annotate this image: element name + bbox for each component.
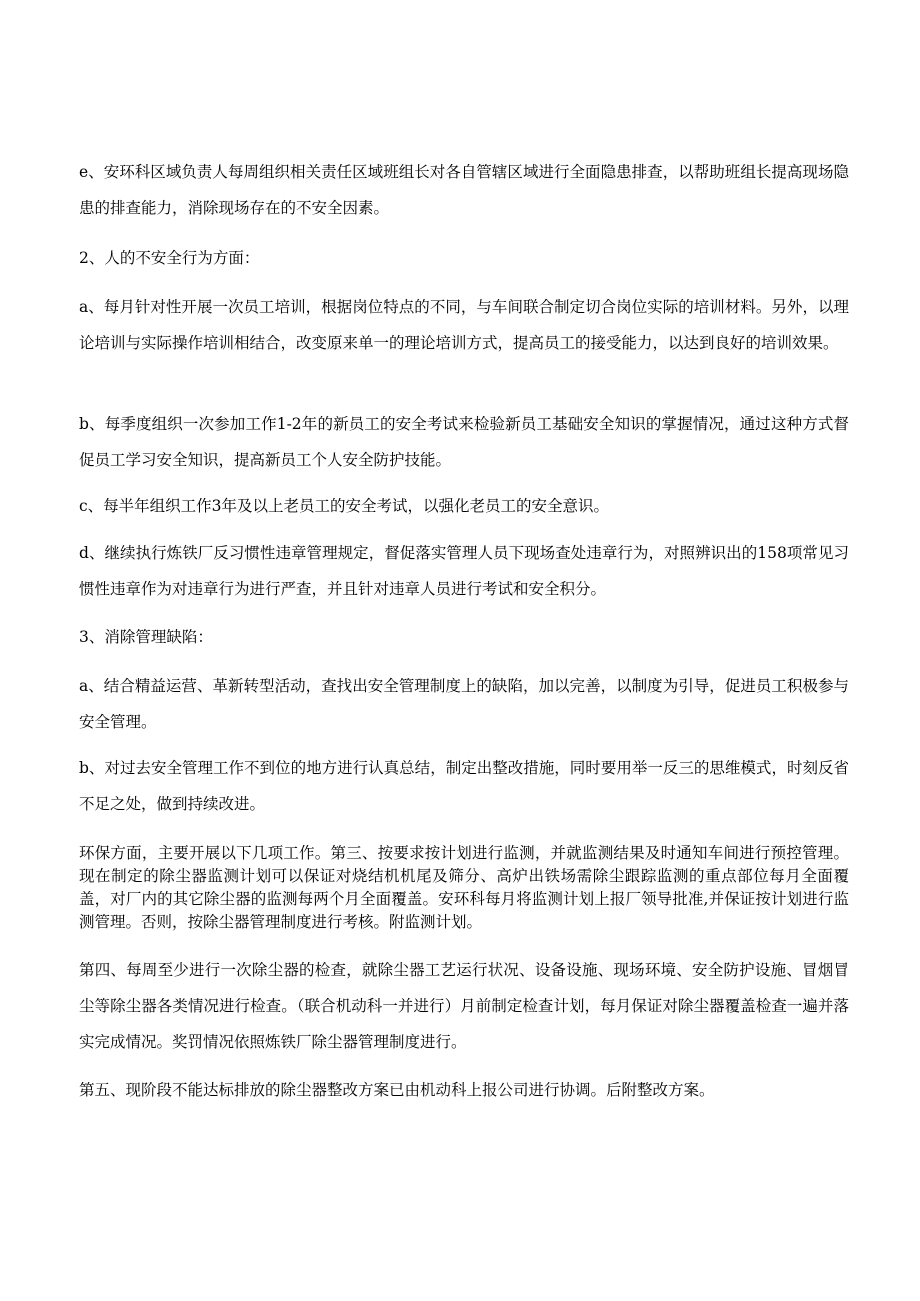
paragraph-item-e: e、安环科区域负责人每周组织相关责任区域班组长对各自管辖区域进行全面隐患排查，以帮助班组长提高现场隐患的排查能力，消除现场存在的不安全因素。	[79, 163, 849, 217]
paragraph-environmental: 环保方面，主要开展以下几项工作。第三、按要求按计划进行监测，并就监测结果及时通知车间进行预控管理。现在制定的除尘器监测计划可以保证对烧结机机尾及筛分、高炉出铁场需除尘跟踪监测的重点部位每月全面覆盖，对厂内的其它除尘器的监测每两个月全面覆盖。安环科每月将监测计划上报厂领导批准,并保证按计划进行监测管理。否则，按除尘器管理制度进行考核。附监测计划。	[79, 844, 849, 931]
section-heading-human-unsafe-behavior: 2、人的不安全行为方面：	[79, 249, 260, 267]
paragraph-item-2b: b、每季度组织一次参加工作1-2年的新员工的安全考试来检验新员工基础安全知识的掌握情况，通过这种方式督促员工学习安全知识，提高新员工个人安全防护技能。	[79, 415, 849, 469]
paragraph-item-2a: a、每月针对性开展一次员工培训，根据岗位特点的不同，与车间联合制定切合岗位实际的培训材料。另外，以理论培训与实际操作培训相结合，改变原来单一的理论培训方式，提高员工的接受能力，以达到良好的培训效果。	[79, 298, 849, 352]
section-heading-management-defects: 3、消除管理缺陷：	[79, 628, 213, 646]
paragraph-item-3b: b、对过去安全管理工作不到位的地方进行认真总结，制定出整改措施，同时要用举一反三的思维模式，时刻反省不足之处，做到持续改进。	[79, 759, 849, 813]
paragraph-fourth: 第四、每周至少进行一次除尘器的检查，就除尘器工艺运行状况、设备设施、现场环境、安全防护设施、冒烟冒尘等除尘器各类情况进行检查。（联合机动科一并进行）月前制定检查计划，每月保证对除尘器覆盖检查一遍并落实完成情况。奖罚情况依照炼铁厂除尘器管理制度进行。	[79, 961, 849, 1051]
paragraph-item-2d: d、继续执行炼铁厂反习惯性违章管理规定，督促落实管理人员下现场查处违章行为，对照辨识出的158项常见习惯性违章作为对违章行为进行严查，并且针对违章人员进行考试和安全积分。	[79, 544, 849, 598]
paragraph-fifth: 第五、现阶段不能达标排放的除尘器整改方案已由机动科上报公司进行协调。后附整改方案。	[79, 1081, 715, 1099]
paragraph-item-2c: c、每半年组织工作3年及以上老员工的安全考试，以强化老员工的安全意识。	[79, 497, 610, 515]
paragraph-item-3a: a、结合精益运营、革新转型活动，查找出安全管理制度上的缺陷，加以完善，以制度为引导，促进员工积极参与安全管理。	[79, 677, 849, 731]
